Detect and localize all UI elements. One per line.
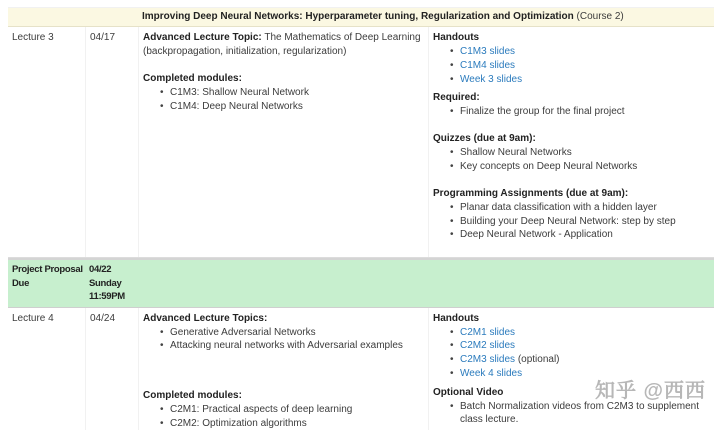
list-item: • Generative Adversarial Networks <box>160 326 422 340</box>
lecture3-handouts-list <box>433 45 708 86</box>
course-header-row <box>8 8 714 27</box>
lecture4-label-cell <box>8 308 85 430</box>
lecture3-topic-line <box>143 31 422 45</box>
list-item: • Deep Neural Network - Application <box>450 228 708 242</box>
lecture3-quizzes-list <box>433 146 708 174</box>
list-item <box>450 353 708 367</box>
list-item: • Shallow Neural Networks <box>450 146 708 160</box>
milestone-date-cell <box>85 260 138 307</box>
milestone-empty-cell <box>428 260 714 307</box>
lecture3-required-list <box>433 105 708 119</box>
lecture3-topics-cell <box>138 27 428 257</box>
course-number: (Course 2) <box>576 11 624 22</box>
course-title: Improving Deep Neural Networks: Hyperparameter tuning, Regularization and Optimization <box>142 11 574 22</box>
lecture4-completed-list <box>143 403 422 430</box>
list-item <box>450 59 708 73</box>
lecture4-optional-video-heading: Optional Video <box>433 386 504 398</box>
lecture4-topics-list <box>143 326 422 354</box>
optional-video-text-line2: class lecture. <box>460 414 519 426</box>
lecture3-date-cell <box>85 27 138 257</box>
list-item: • Key concepts on Deep Neural Networks <box>450 160 708 174</box>
lecture4-date: 04/24 <box>90 312 116 324</box>
handout-link-c2m2-slides[interactable]: C2M2 slides <box>460 340 516 352</box>
handout-optional-note: (optional) <box>517 354 560 366</box>
lecture4-row <box>8 308 714 430</box>
lecture4-date-cell <box>85 308 138 430</box>
lecture3-date: 04/17 <box>90 32 116 43</box>
lecture3-assignments-heading: Programming Assignments (due at 9am): <box>433 187 629 199</box>
list-item: • Building your Deep Neural Network: step by step <box>450 215 708 229</box>
course-schedule-table <box>8 7 714 430</box>
list-item: • C1M4: Deep Neural Networks <box>160 100 422 114</box>
handout-link-c2m3-slides[interactable]: C2M3 slides <box>460 354 516 366</box>
lecture3-topic-text: The Mathematics of Deep Learning <box>264 32 421 43</box>
lecture3-quizzes-heading: Quizzes (due at 9am): <box>433 133 536 145</box>
lecture3-topic-text-line2: (backpropagation, initialization, regularization) <box>143 46 347 57</box>
lecture4-label: Lecture 4 <box>12 312 54 324</box>
lecture3-required-heading: Required: <box>433 92 480 104</box>
lecture4-topics-cell <box>138 308 428 430</box>
milestone-date-line3: 11:59PM <box>89 291 125 302</box>
lecture4-handouts-list <box>433 326 708 381</box>
project-proposal-row <box>8 258 714 308</box>
list-item: • Attacking neural networks with Adversarial examples <box>160 339 422 353</box>
handout-link-c2m1-slides[interactable]: C2M1 slides <box>460 326 516 338</box>
milestone-label-cell <box>8 260 85 307</box>
milestone-label-line2: Due <box>12 277 30 289</box>
list-item <box>450 326 708 340</box>
lecture3-materials-cell <box>428 27 714 257</box>
lecture3-row <box>8 27 714 258</box>
list-item: • Finalize the group for the final project <box>450 105 708 119</box>
list-item <box>450 400 708 428</box>
lecture3-label: Lecture 3 <box>12 32 54 43</box>
milestone-date-line2: Sunday <box>89 277 122 289</box>
lecture3-completed-list <box>143 86 422 114</box>
list-item: • C2M2: Optimization algorithms <box>160 417 422 430</box>
lecture4-materials-cell <box>428 308 714 430</box>
zhihu-watermark: 知乎 @西西 <box>595 380 707 402</box>
lecture3-completed-heading: Completed modules: <box>143 73 242 84</box>
milestone-empty-cell <box>138 260 428 307</box>
handout-link-week4-slides[interactable]: Week 4 slides <box>460 367 523 379</box>
list-item <box>450 45 708 59</box>
lecture4-topic-heading: Advanced Lecture Topics: <box>143 312 268 324</box>
milestone-date-line1: 04/22 <box>89 264 112 275</box>
lecture4-completed-heading: Completed modules: <box>143 390 242 402</box>
lecture3-topic-heading: Advanced Lecture Topic: <box>143 32 262 43</box>
handout-link-week3-slides[interactable]: Week 3 slides <box>460 73 523 85</box>
list-item: • C1M3: Shallow Neural Network <box>160 86 422 100</box>
list-item <box>450 73 708 87</box>
lecture3-assignments-list <box>433 201 708 242</box>
list-item <box>450 339 708 353</box>
list-item: • C2M1: Practical aspects of deep learning <box>160 403 422 417</box>
optional-video-text-line1: Batch Normalization videos from C2M3 to supplement <box>460 400 699 412</box>
lecture4-handouts-heading: Handouts <box>433 312 480 324</box>
handout-link-c1m4-slides[interactable]: C1M4 slides <box>460 59 516 71</box>
lecture4-optional-video-list <box>433 400 708 428</box>
list-item: • Planar data classification with a hidden layer <box>450 201 708 215</box>
lecture3-handouts-heading: Handouts <box>433 32 480 43</box>
list-item <box>450 367 708 381</box>
milestone-label-line1: Project Proposal <box>12 264 83 275</box>
course-header-cell <box>8 8 714 26</box>
lecture3-label-cell <box>8 27 85 257</box>
handout-link-c1m3-slides[interactable]: C1M3 slides <box>460 46 516 57</box>
